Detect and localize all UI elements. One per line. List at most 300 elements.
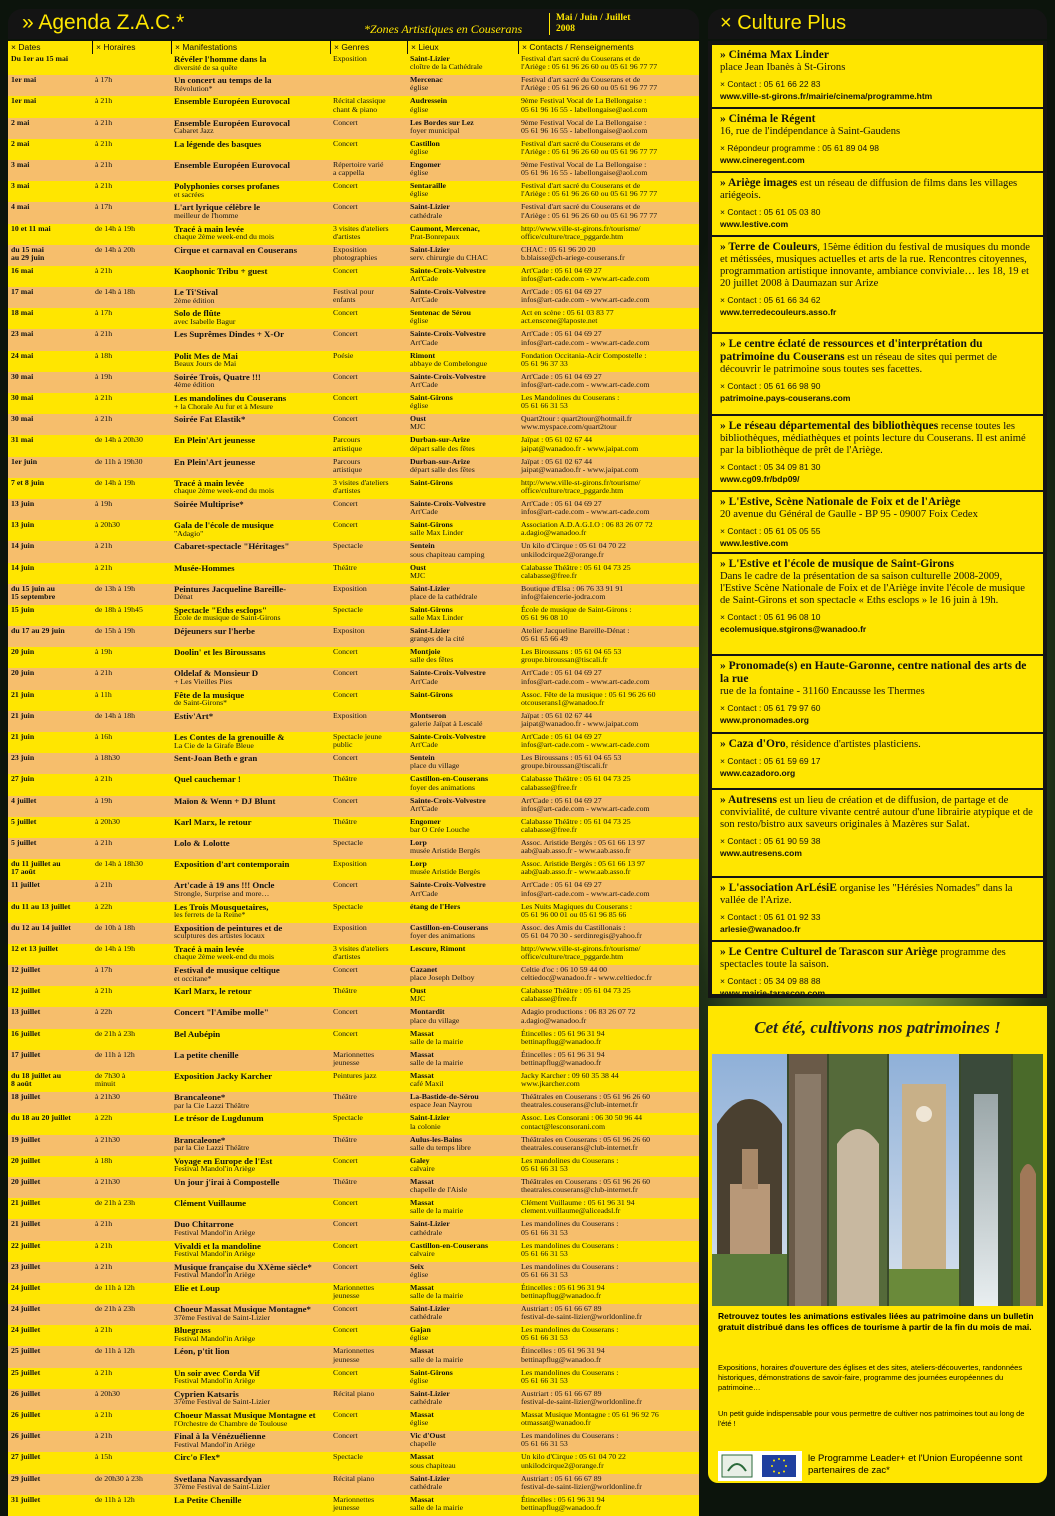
table-row bbox=[8, 1113, 699, 1134]
cell-venue: Saint-Lizier cathédrale bbox=[410, 1304, 450, 1322]
cell-venue: Sentein place du village bbox=[410, 753, 460, 771]
cell-genre: Concert bbox=[333, 1007, 358, 1017]
cell-time: à 19h bbox=[95, 371, 113, 381]
cell-contact: Assoc. Aristide Bergès : 05 61 66 13 97 aab@aab.asso.fr - www.aab.asso.fr bbox=[521, 859, 645, 877]
culture-entry-name: » Ariège images bbox=[720, 177, 798, 189]
culture-entry-link[interactable]: www.lestive.com bbox=[720, 538, 789, 548]
cell-date: 23 juillet bbox=[11, 1261, 41, 1271]
cell-time: de 21h à 23h bbox=[95, 1028, 136, 1038]
cell-time: de 14h à 18h bbox=[95, 287, 136, 297]
cell-genre: Spectacle bbox=[333, 901, 363, 911]
culture-entry bbox=[712, 45, 1043, 107]
cell-contact: Association A.D.A.G.I.O : 06 83 26 07 72 a.dagio@wanadoo.fr bbox=[521, 520, 653, 538]
cell-event: Art'cade à 19 ans !!! Oncle Strongle, Surprise and more… bbox=[174, 880, 275, 898]
cell-venue: Oust MJC bbox=[410, 562, 427, 580]
cell-date: 27 juin bbox=[11, 774, 35, 784]
cell-venue: Massat église bbox=[410, 1410, 434, 1428]
cell-date: 1er juin bbox=[11, 456, 38, 466]
cell-venue: Durban-sur-Arize départ salle des fêtes bbox=[410, 456, 475, 474]
cell-contact: Jaïpat : 05 61 02 67 44 jaipat@wanadoo.fr - www.jaipat.com bbox=[521, 710, 639, 729]
culture-entry-name: » Le centre éclaté de ressources et d'interprétation du patrimoine du Couserans bbox=[720, 338, 983, 363]
cell-contact: Les Biroussans : 05 61 04 65 53 groupe.biroussan@tiscali.fr bbox=[521, 647, 622, 665]
cell-date: Du 1er au 15 mai bbox=[11, 54, 69, 63]
table-row bbox=[8, 796, 699, 817]
cell-venue: Saint-Lizier cathédrale bbox=[410, 1219, 450, 1237]
culture-entry-link[interactable]: www.pronomades.org bbox=[720, 715, 809, 725]
cell-date: 13 juillet bbox=[11, 1007, 41, 1017]
cell-venue: Castillon-en-Couserans foyer des animations bbox=[410, 922, 488, 940]
cell-date: 30 mai bbox=[11, 414, 34, 424]
cell-event: Ensemble Européen Eurovocal bbox=[174, 159, 291, 170]
cell-date: 24 mai bbox=[11, 350, 34, 360]
cell-event: Estiv'Art* bbox=[174, 710, 214, 721]
cell-event: Voyage en Europe de l'Est Festival Mandol'in Ariège bbox=[174, 1155, 273, 1174]
cell-venue: Massat chapelle de l'Aisle bbox=[410, 1176, 468, 1195]
table-row bbox=[8, 1177, 699, 1198]
cell-contact: Art'Cade : 05 61 04 69 27 infos@art-cade.com - www.art-cade.com bbox=[521, 329, 650, 347]
cell-genre: Concert bbox=[333, 138, 358, 148]
cell-event: Ensemble Européen Eurovocal Cabaret Jazz bbox=[174, 117, 291, 136]
cell-contact: Art'Cade : 05 61 04 69 27 infos@art-cade.com - www.art-cade.com bbox=[521, 371, 650, 390]
cell-venue: Audressein église bbox=[410, 96, 448, 114]
culture-entry-text: Dans le cadre de la présentation de sa saison culturelle 2008-2009, l'Estive Scène Nationale de Foix et de l'Ariège invite l'école de musique de Saint-Girons et son spectacle « Eths esclops » le 16 juin à 19h. bbox=[720, 571, 1025, 606]
table-row bbox=[8, 1198, 699, 1219]
cell-time: de 14h à 20h bbox=[95, 244, 136, 254]
cell-event: Soirée Multiprise* bbox=[174, 498, 244, 509]
cell-genre: Exposition bbox=[333, 54, 367, 63]
cell-genre: Théâtre bbox=[333, 1176, 357, 1186]
cell-date: 22 juillet bbox=[11, 1240, 41, 1250]
cell-contact: Art'Cade : 05 61 04 69 27 infos@art-cade.com - www.art-cade.com bbox=[521, 498, 650, 517]
cell-date: 24 juillet bbox=[11, 1304, 41, 1314]
cell-contact: Quart2tour : quart2tour@hotmail.fr www.myspace.com/quart2tour bbox=[521, 414, 632, 432]
cell-venue: Galey calvaire bbox=[410, 1155, 435, 1173]
cell-contact: http://www.ville-st-girons.fr/tourisme/ office/culture/trace_pggarde.htm bbox=[521, 477, 641, 495]
cell-time: à 21h bbox=[95, 117, 113, 127]
cell-date: 2 mai bbox=[11, 117, 30, 127]
table-row bbox=[8, 859, 699, 880]
cell-venue: Sainte-Croix-Volvestre Art'Cade bbox=[410, 329, 486, 347]
culture-entry-link[interactable]: ecolemusique.stgirons@wanadoo.fr bbox=[720, 624, 867, 634]
table-row bbox=[8, 266, 699, 287]
cell-time: à 11h bbox=[95, 689, 112, 699]
cell-genre: Marionnettes jeunesse bbox=[333, 1346, 375, 1364]
cell-date: 20 juillet bbox=[11, 1155, 41, 1165]
cell-time: à 19h bbox=[95, 647, 113, 657]
cell-venue: Massat salle de la mairie bbox=[410, 1346, 464, 1364]
cell-contact: Fondation Occitania-Acir Compostelle : 05 61 96 37 33 bbox=[521, 350, 647, 368]
table-row bbox=[8, 1135, 699, 1156]
cell-venue: Saint-Lizier la colonie bbox=[410, 1113, 450, 1131]
cell-time: de 11h à 12h bbox=[95, 1049, 135, 1059]
cell-genre: Spectacle bbox=[333, 604, 363, 614]
cell-time: à 21h bbox=[95, 668, 113, 678]
table-row bbox=[8, 329, 699, 350]
cell-event: Un soir avec Corda Vif Festival Mandol'in Ariège bbox=[174, 1367, 260, 1386]
cell-time: à 20h30 bbox=[95, 816, 120, 826]
culture-entry-link[interactable]: www.lestive.com bbox=[720, 219, 789, 229]
table-row bbox=[8, 1389, 699, 1410]
cell-event: Peintures Jacqueline Bareille- Dénat bbox=[174, 583, 287, 602]
cell-contact: Les Mandolines du Couserans : 05 61 66 31 53 bbox=[521, 393, 620, 411]
cell-venue: Sainte-Croix-Volvestre Art'Cade bbox=[410, 732, 486, 750]
cell-contact: Austriart : 05 61 66 67 89 festival-de-saint-lizier@worldonline.fr bbox=[521, 1473, 642, 1491]
table-row bbox=[8, 435, 699, 456]
cell-event: Le trésor de Lugdunum bbox=[174, 1113, 264, 1124]
culture-entry-contact: × Contact : 05 61 90 59 38 bbox=[720, 836, 821, 846]
cell-date: 13 juin bbox=[11, 520, 35, 530]
cell-contact: Un kilo d'Cirque : 05 61 04 70 22 unkilodcirque2@orange.fr bbox=[521, 541, 626, 559]
cell-time: à 21h bbox=[95, 1219, 113, 1229]
cell-date: 10 et 11 mai bbox=[11, 223, 51, 233]
table-row bbox=[8, 457, 699, 478]
cell-event: Kaophonic Tribu + guest bbox=[174, 265, 268, 276]
culture-entry-link[interactable]: www.terredecouleurs.asso.fr bbox=[720, 307, 837, 317]
table-row bbox=[8, 605, 699, 626]
table-row bbox=[8, 1283, 699, 1304]
cell-genre: Récital classique chant & piano bbox=[333, 96, 386, 114]
cell-time: à 21h bbox=[95, 541, 113, 551]
cell-venue: Cazanet place Joseph Delboy bbox=[410, 965, 475, 983]
culture-entry-link[interactable]: arlesie@wanadoo.fr bbox=[720, 924, 801, 934]
culture-entry-link[interactable]: www.autresens.com bbox=[720, 848, 802, 858]
cell-time: à 18h bbox=[95, 350, 113, 360]
col-header-lieux: × Lieux bbox=[407, 41, 518, 54]
culture-entry bbox=[712, 492, 1043, 552]
culture-entry-link[interactable]: www.ville-st-girons.fr/mairie/cinema/programme.htm bbox=[720, 91, 933, 101]
cell-time: à 21h bbox=[95, 159, 113, 169]
culture-entry-name: » Autresens bbox=[720, 794, 777, 806]
culture-entry-name: » Cinéma le Régent bbox=[720, 113, 816, 125]
cell-event: Sent-Joan Beth e gran bbox=[174, 753, 258, 764]
cell-date: 7 et 8 juin bbox=[11, 477, 45, 487]
cell-time: à 21h bbox=[95, 414, 113, 424]
cell-event: Un jour j'irai à Compostelle bbox=[174, 1176, 280, 1187]
cell-time: de 11h à 19h30 bbox=[95, 456, 143, 466]
culture-entry-link[interactable]: patrimoine.pays-couserans.com bbox=[720, 393, 851, 403]
cell-date: 24 juillet bbox=[11, 1325, 41, 1335]
cell-contact: Clément Vuillaume : 05 61 96 31 94 clement.vuillaume@aliceadsl.fr bbox=[521, 1198, 635, 1216]
cell-date: 30 mai bbox=[11, 393, 34, 402]
cell-time: à 21h bbox=[95, 1367, 113, 1377]
table-row bbox=[8, 817, 699, 838]
culture-entry-name: » L'Estive et l'école de musique de Saint-Girons bbox=[720, 558, 954, 570]
cell-time: de 11h à 12h bbox=[95, 1282, 135, 1292]
cell-contact: Jacky Karcher : 09 60 35 38 44 www.jkarcher.com bbox=[521, 1071, 619, 1089]
cell-date: 15 juin bbox=[11, 604, 35, 614]
cell-time: à 21h bbox=[95, 329, 113, 339]
cell-genre: Théâtre bbox=[333, 774, 357, 784]
patrimoine-details-text: Expositions, horaires d'ouverture des églises et des sites, ateliers-découvertes, randonnées historiques, démonstrations de savoir-faire, programme des journées européennes du patrimoine… bbox=[718, 1363, 1023, 1392]
cell-date: 1er mai bbox=[11, 75, 37, 85]
table-row bbox=[8, 923, 699, 944]
table-row bbox=[8, 96, 699, 117]
cell-date: 3 mai bbox=[11, 159, 30, 169]
cell-venue: Massat salle de la mairie bbox=[410, 1198, 464, 1216]
cell-time: de 21h à 23h bbox=[95, 1304, 136, 1314]
cell-time: à 19h bbox=[95, 498, 113, 508]
cell-venue: Sentein sous chapiteau camping bbox=[410, 541, 485, 559]
cell-time: à 21h bbox=[95, 1325, 113, 1335]
table-row bbox=[8, 774, 699, 795]
cell-contact: Assoc. Aristide Bergès : 05 61 66 13 97 aab@aab.asso.fr - www.aab.asso.fr bbox=[521, 837, 645, 856]
cell-contact: Festival d'art sacré du Couserans et de l'Ariège : 05 61 96 26 60 ou 05 61 96 77 77 bbox=[521, 138, 658, 156]
cell-venue: Sainte-Croix-Volvestre Art'Cade bbox=[410, 795, 486, 813]
cell-date: 5 juillet bbox=[11, 837, 37, 847]
cell-event: Ensemble Européen Eurovocal bbox=[174, 96, 291, 107]
col-header-genres: × Genres bbox=[330, 41, 407, 54]
cell-genre: 3 visites d'ateliers d'artistes bbox=[333, 223, 389, 241]
cell-venue: Sainte-Croix-Volvestre Art'Cade bbox=[410, 498, 486, 517]
cell-time: à 17h bbox=[95, 308, 113, 318]
cell-venue: Sentenac de Sérou église bbox=[410, 308, 471, 326]
cell-venue: Saint-Lizier cathédrale bbox=[410, 1388, 450, 1407]
cell-date: 21 juin bbox=[11, 689, 35, 699]
cell-genre: Spectacle bbox=[333, 1113, 363, 1123]
cell-genre: Spectacle bbox=[333, 837, 363, 847]
agenda-dates: Mai / Juin / Juillet 2008 bbox=[549, 13, 630, 35]
cell-contact: Art'Cade : 05 61 04 69 27 infos@art-cade.com - www.art-cade.com bbox=[521, 265, 650, 284]
cell-time: de 7h30 à minuit bbox=[95, 1071, 126, 1089]
culture-entry-name: » Le Centre Culturel de Tarascon sur Ariège bbox=[720, 946, 938, 958]
cell-genre: Récital piano bbox=[333, 1473, 375, 1483]
cell-genre: Marionnettes jeunesse bbox=[333, 1494, 375, 1512]
cell-venue: Engomer église bbox=[410, 159, 441, 178]
cell-date: 16 mai bbox=[11, 265, 34, 275]
table-row bbox=[8, 1007, 699, 1028]
cell-contact: Les mandolines du Couserans : 05 61 66 31 53 bbox=[521, 1155, 619, 1173]
cell-event: Festival de musique celtique et occitane* bbox=[174, 965, 280, 983]
cell-venue: Massat salle de la mairie bbox=[410, 1028, 464, 1046]
culture-entry-name: » Caza d'Oro bbox=[720, 738, 786, 750]
cell-event: Svetlana Navassardyan 37ème Festival de Saint-Lizier bbox=[174, 1473, 270, 1492]
cell-date: 20 juin bbox=[11, 668, 35, 678]
cell-time: à 20h30 bbox=[95, 1388, 120, 1398]
cell-venue: Saint-Girons église bbox=[410, 1367, 453, 1385]
culture-entry-text: organise les "Hérésies Nomades" dans la vallée de l'Arize. bbox=[720, 883, 1013, 906]
cell-event: Brancaleone* par la Cie Lazzi Théâtre bbox=[174, 1134, 250, 1153]
cell-time bbox=[92, 54, 171, 75]
table-row bbox=[8, 1346, 699, 1367]
cell-venue: Castillon église bbox=[410, 138, 440, 156]
cell-contact: Un kilo d'Cirque : 05 61 04 70 22 unkilodcirque2@orange.fr bbox=[521, 1452, 626, 1470]
cell-genre: Concert bbox=[333, 371, 358, 381]
table-row bbox=[8, 711, 699, 732]
cell-contact: Calabasse Théâtre : 05 61 04 73 25 calabasse@free.fr bbox=[521, 986, 631, 1004]
cell-date: 17 juillet bbox=[11, 1049, 41, 1059]
cell-venue: Rimont abbaye de Combelongue bbox=[410, 350, 488, 368]
cell-date: 4 mai bbox=[11, 202, 30, 212]
culture-entry-name: » Cinéma Max Linder bbox=[720, 49, 829, 61]
cell-venue: Massat salle de la mairie bbox=[410, 1494, 464, 1512]
table-row bbox=[8, 1071, 699, 1092]
cell-date: du 15 juin au 15 septembre bbox=[11, 583, 56, 601]
cell-time: à 17h bbox=[95, 202, 113, 212]
cell-time: de 20h30 à 23h bbox=[95, 1473, 143, 1483]
cell-event: En Plein'Art jeunesse bbox=[174, 435, 256, 446]
cell-date: 21 juillet bbox=[11, 1198, 41, 1208]
cell-genre: Théâtre bbox=[333, 1134, 357, 1144]
cell-date: 18 juillet bbox=[11, 1092, 41, 1102]
cell-event: La petite chenille bbox=[174, 1049, 239, 1060]
cell-time: à 17h bbox=[95, 965, 113, 975]
table-row bbox=[8, 1050, 699, 1071]
cell-contact: Boutique d'Elsa : 06 76 33 91 91 info@faiencerie-jodra.com bbox=[521, 583, 624, 601]
cell-date: 21 juillet bbox=[11, 1219, 41, 1229]
cell-time: à 22h bbox=[95, 1113, 113, 1123]
cell-date: 31 juillet bbox=[11, 1494, 41, 1504]
cell-contact: Festival d'art sacré du Couserans et de l'Ariège : 05 61 96 26 60 ou 05 61 96 77 77 bbox=[521, 181, 658, 199]
cell-event: Cyprien Katsaris 37ème Festival de Saint-Lizier bbox=[174, 1388, 270, 1407]
cell-genre: Exposition bbox=[333, 583, 367, 593]
table-row bbox=[8, 160, 699, 181]
cell-time: à 21h bbox=[95, 774, 113, 784]
culture-entry-text: est un réseau de diffusion de films dans les villages ariégeois. bbox=[720, 178, 1018, 201]
cell-contact: Calabasse Théâtre : 05 61 04 73 25 calabasse@free.fr bbox=[521, 562, 631, 580]
culture-entry-link[interactable]: www.cineregent.com bbox=[720, 155, 805, 165]
cell-event: Final à la Vénézuélienne Festival Mandol'in Ariège bbox=[174, 1431, 266, 1449]
culture-plus-title: × Culture Plus bbox=[720, 12, 847, 34]
cell-genre: Concert bbox=[333, 1431, 358, 1441]
cell-venue: Sainte-Croix-Volvestre Art'Cade bbox=[410, 880, 486, 898]
cell-time: à 19h bbox=[95, 795, 113, 805]
cell-contact: Étincelles : 05 61 96 31 94 bettinapflug@wanadoo.fr bbox=[521, 1346, 605, 1364]
cell-genre: Spectacle bbox=[333, 541, 363, 551]
cell-contact: 9ème Festival Vocal de La Bellongaise : 05 61 96 16 55 - labellongaise@aol.com bbox=[521, 159, 648, 178]
cell-contact: Les Biroussans : 05 61 04 65 53 groupe.biroussan@tiscali.fr bbox=[521, 753, 622, 771]
cell-time: de 13h à 19h bbox=[95, 583, 136, 593]
culture-entry bbox=[712, 734, 1043, 788]
cell-date: du 11 au 13 juillet bbox=[11, 901, 71, 911]
cell-genre: Marionnettes jeunesse bbox=[333, 1049, 375, 1068]
cell-date: 29 juillet bbox=[11, 1473, 41, 1483]
cell-contact: Étincelles : 05 61 96 31 94 bettinapflug@wanadoo.fr bbox=[521, 1049, 605, 1068]
cell-event: Oldelaf & Monsieur D + Les Vieilles Pies bbox=[174, 668, 259, 687]
cell-contact: CHAC : 05 61 96 20 20 b.blaisse@ch-ariege-couserans.fr bbox=[521, 244, 625, 262]
cell-genre: Concert bbox=[333, 181, 358, 191]
cell-contact: 9ème Festival Vocal de La Bellongaise : 05 61 96 16 55 - labellongaise@aol.com bbox=[521, 96, 648, 114]
cell-date: 3 mai bbox=[11, 181, 30, 191]
table-row bbox=[8, 1304, 699, 1325]
cell-genre: Exposition bbox=[333, 859, 367, 869]
cell-genre: Théâtre bbox=[333, 1092, 357, 1102]
cell-genre: Exposition bbox=[333, 922, 367, 932]
culture-entry bbox=[712, 173, 1043, 235]
culture-entry-link[interactable]: www.cg09.fr/bdp09/ bbox=[720, 474, 800, 484]
cell-time: de 14h à 18h bbox=[95, 710, 136, 720]
table-row bbox=[8, 308, 699, 329]
cell-venue: Montseron galerie Jaïpat à Lescalé bbox=[410, 710, 483, 729]
cell-genre: Concert bbox=[333, 753, 358, 763]
culture-entry-text: 16, rue de l'indépendance à Saint-Gaudens bbox=[720, 126, 901, 137]
cell-date: 2 mai bbox=[11, 138, 30, 148]
cell-genre: Théâtre bbox=[333, 562, 357, 572]
cell-event: Exposition Jacky Karcher bbox=[174, 1071, 273, 1081]
agenda-rows bbox=[8, 54, 699, 1516]
col-header-contacts: × Contacts / Renseignements bbox=[518, 41, 699, 54]
culture-entry-contact: × Contact : 05 61 59 69 17 bbox=[720, 756, 821, 766]
cell-time: à 21h bbox=[95, 986, 113, 996]
cell-event: Soirée Fat Elastik* bbox=[174, 414, 246, 425]
table-row bbox=[8, 986, 699, 1007]
culture-entry bbox=[712, 656, 1043, 732]
cell-date: 13 juin bbox=[11, 498, 35, 508]
cell-time: à 21h bbox=[95, 1240, 113, 1250]
cell-genre: Concert bbox=[333, 202, 358, 212]
cell-time: à 21h30 bbox=[95, 1092, 120, 1102]
cell-event: Choeur Massat Musique Montagne* 37ème Festival de Saint-Lizier bbox=[174, 1304, 311, 1322]
cell-venue: Sentaraille église bbox=[410, 181, 446, 199]
table-row bbox=[8, 54, 699, 75]
cell-contact: Théâtrales en Couserans : 05 61 96 26 60 theatrales.couserans@club-internet.fr bbox=[521, 1092, 651, 1110]
cell-contact: Les mandolines du Couserans : 05 61 66 31 53 bbox=[521, 1240, 619, 1258]
cell-time: à 15h bbox=[95, 1452, 113, 1462]
cell-event: Soirée Trois, Quatre !!! 4ème édition bbox=[174, 371, 261, 390]
cell-venue: Massat salle de la mairie bbox=[410, 1049, 464, 1068]
culture-entry-link[interactable]: www.mairie-tarascon.com bbox=[720, 988, 826, 998]
cell-event: Bel Aubépin bbox=[174, 1028, 221, 1039]
cell-venue: Saint-Girons salle Max Linder bbox=[410, 604, 464, 623]
cell-date: 16 juillet bbox=[11, 1028, 41, 1038]
cell-date: 4 juillet bbox=[11, 795, 37, 805]
cell-event: Révéler l'homme dans la diversité de sa quête bbox=[174, 54, 267, 72]
table-row bbox=[8, 732, 699, 753]
cell-genre: 3 visites d'ateliers d'artistes bbox=[333, 943, 389, 962]
table-row bbox=[8, 372, 699, 393]
table-row bbox=[8, 1410, 699, 1431]
cell-date: du 15 mai au 29 juin bbox=[11, 244, 45, 262]
cell-event: Gala de l'école de musique "Adagio" bbox=[174, 520, 274, 538]
table-row bbox=[8, 139, 699, 160]
table-row bbox=[8, 668, 699, 689]
cell-contact: http://www.ville-st-girons.fr/tourisme/ office/culture/trace_pggarde.htm bbox=[521, 223, 641, 241]
cell-time: de 14h à 20h30 bbox=[95, 435, 143, 445]
cell-date: 26 juillet bbox=[11, 1410, 41, 1419]
cell-event: Tracé à main levée chaque 2ème week-end du mois bbox=[174, 477, 275, 496]
culture-entry-link[interactable]: www.cazadoro.org bbox=[720, 768, 796, 778]
cell-venue: Engomer bar O Crée Louche bbox=[410, 816, 470, 834]
cell-event: Doolin' et les Biroussans bbox=[174, 647, 266, 658]
cell-genre: Récital piano bbox=[333, 1388, 375, 1398]
culture-entry-contact: × Contact : 05 34 09 81 30 bbox=[720, 462, 821, 472]
cell-event: Exposition de peintures et de sculptures des artistes locaux bbox=[174, 922, 283, 941]
table-row bbox=[8, 245, 699, 266]
cell-time: à 21h bbox=[95, 265, 113, 275]
cell-contact: Massat Musique Montagne : 05 61 96 92 76 otmassat@wanadoo.fr bbox=[521, 1410, 659, 1428]
cell-contact: Étincelles : 05 61 96 31 94 bettinapflug@wanadoo.fr bbox=[521, 1028, 605, 1046]
table-row bbox=[8, 1495, 699, 1516]
cell-contact: Étincelles : 05 61 96 31 94 bettinapflug@wanadoo.fr bbox=[521, 1494, 605, 1512]
cell-date: 11 juillet bbox=[11, 880, 40, 890]
cell-contact: Assoc. des Amis du Castillonais : 05 61 04 70 30 - serdinregis@yahoo.fr bbox=[521, 922, 642, 940]
cell-genre: Expositon bbox=[333, 626, 365, 636]
cell-genre: Théâtre bbox=[333, 816, 357, 826]
cell-event: Tracé à main levée chaque 2ème week-end du mois bbox=[174, 223, 275, 242]
cell-event: Maïon & Wenn + DJ Blunt bbox=[174, 795, 276, 806]
cell-event: Un concert au temps de la Révolution* bbox=[174, 75, 272, 93]
cell-time: à 21h30 bbox=[95, 1134, 120, 1144]
culture-entry-text: rue de la fontaine - 31160 Encausse les Thermes bbox=[720, 686, 925, 697]
cell-venue: étang de l'Hers bbox=[410, 901, 461, 911]
cell-time: de 14h à 19h bbox=[95, 223, 136, 233]
table-row bbox=[8, 1262, 699, 1283]
cell-contact: Les mandolines du Couserans : 05 61 66 31 53 bbox=[521, 1367, 619, 1385]
table-row bbox=[8, 1029, 699, 1050]
cell-venue: Lorp musée Aristide Bergès bbox=[410, 859, 481, 877]
cell-contact: Les mandolines du Couserans : 05 61 66 31 53 bbox=[521, 1325, 619, 1343]
cell-contact: Adagio productions : 06 83 26 07 72 a.dagio@wanadoo.fr bbox=[521, 1007, 636, 1025]
cell-contact: Assoc. Les Consorani : 06 30 50 96 44 contact@lesconsorani.com bbox=[521, 1113, 643, 1131]
